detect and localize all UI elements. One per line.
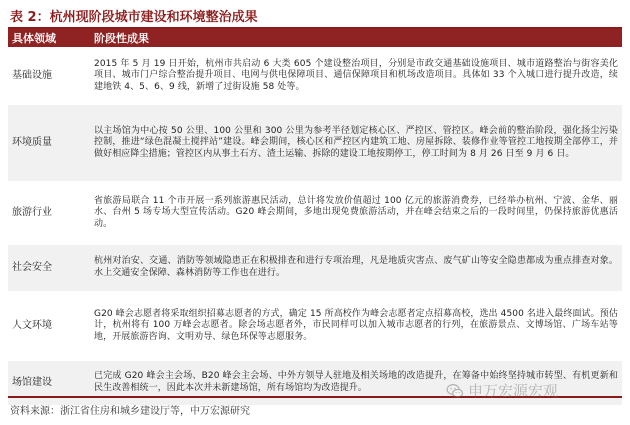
watermark-text: 申万宏源宏观: [468, 382, 559, 400]
table-row: [8, 105, 622, 181]
watermark: [446, 380, 558, 401]
row-domain: 基础设施: [12, 70, 52, 82]
table-header-row: [8, 29, 622, 47]
row-domain: 人文环境: [12, 320, 52, 332]
row-domain: 社会安全: [8, 245, 90, 291]
row-description: 已完成 G20 峰会主会场、B20 峰会主会场、中外方领导人驻地及相关场地的改造提升，在筹备中始终坚持城市转型、有机更新和民生改善相统一，因此本次并未新建场馆，所有场馆均为改造提升。: [90, 361, 622, 405]
row-description: 省旅游局联合 11 个市开展一系列旅游惠民活动，总计将发放价值超过 100 亿元的旅游消费券，已经举办杭州、宁波、金华、丽水、台州 5 场专场大型宣传活动。G20 峰会期间，多地出现免费旅游活动，并在峰会结束之后的一段时间里，仍保持旅游优惠活动。: [94, 195, 618, 229]
header-achievement: 阶段性成果: [90, 29, 622, 47]
source-note: 资料来源：浙江省住房和城乡建设厅等，中万宏源研究: [10, 406, 250, 417]
header-domain: 具体领域: [8, 29, 90, 47]
row-description: G20 峰会志愿者将采取组织招募志愿者的方式，确定 15 所高校作为峰会志愿者定点招募高校，选出 4500 名进入最终面试。预估计，杭州将有 100 万峰会志愿者。除会场志愿者外，市民同样可以加入城市志愿者的行列，在旅游景点、文博场馆、广场车站等地，开展旅游咨询、文明劝导、绿色环保等志愿服务。: [94, 308, 618, 342]
row-domain: 场馆建设: [8, 361, 90, 405]
table-row: [8, 47, 622, 105]
achievements-table: [8, 29, 622, 405]
row-description: 2015 年 5 月 19 日开始，杭州市共启动 6 大类 605 个建设整治项目，分别是市政交通基础设施项目、城市道路整治与街容美化项目、城市门户综合整治提升项目、电网与供电保障项目、通信保障项目和机场改造项目。具体如 33 个入城口进行提升改造，续建地铁 4、5、6、9 线，新增了过街设施 58 处等。: [94, 58, 618, 92]
row-domain: 旅游行业: [12, 207, 52, 219]
table-title: 表 2：杭州现阶段城市建设和环境整治成果: [10, 10, 258, 25]
row-description: 以主场馆为中心按 50 公里、100 公里和 300 公里为参考半径划定核心区、严控区、管控区。峰会前的整治阶段，强化扬尘污染控制，推进“绿色混凝土搅拌站”建设。峰会期间，核心区和严控区内建筑工地、房屋拆除、装修作业等管控工地按期全部停工，并做好相应降尘措施；管控区内从事土石方、渣土运输、拆除的建设工地按期停工，停工时间为 8 月 26 日至 9 月 6 日。: [90, 105, 622, 181]
table-row: [8, 291, 622, 361]
table-row: [8, 181, 622, 245]
row-description: 杭州对治安、交通、消防等领域隐患正在积极排查和进行专项治理，凡是地质灾害点、废气矿山等安全隐患都成为重点排查对象。水上交通安全保障、森林消防等工作也在进行。: [90, 245, 622, 291]
table-row: [8, 245, 622, 291]
wechat-icon: [446, 382, 464, 400]
row-domain: 环境质量: [8, 105, 90, 181]
